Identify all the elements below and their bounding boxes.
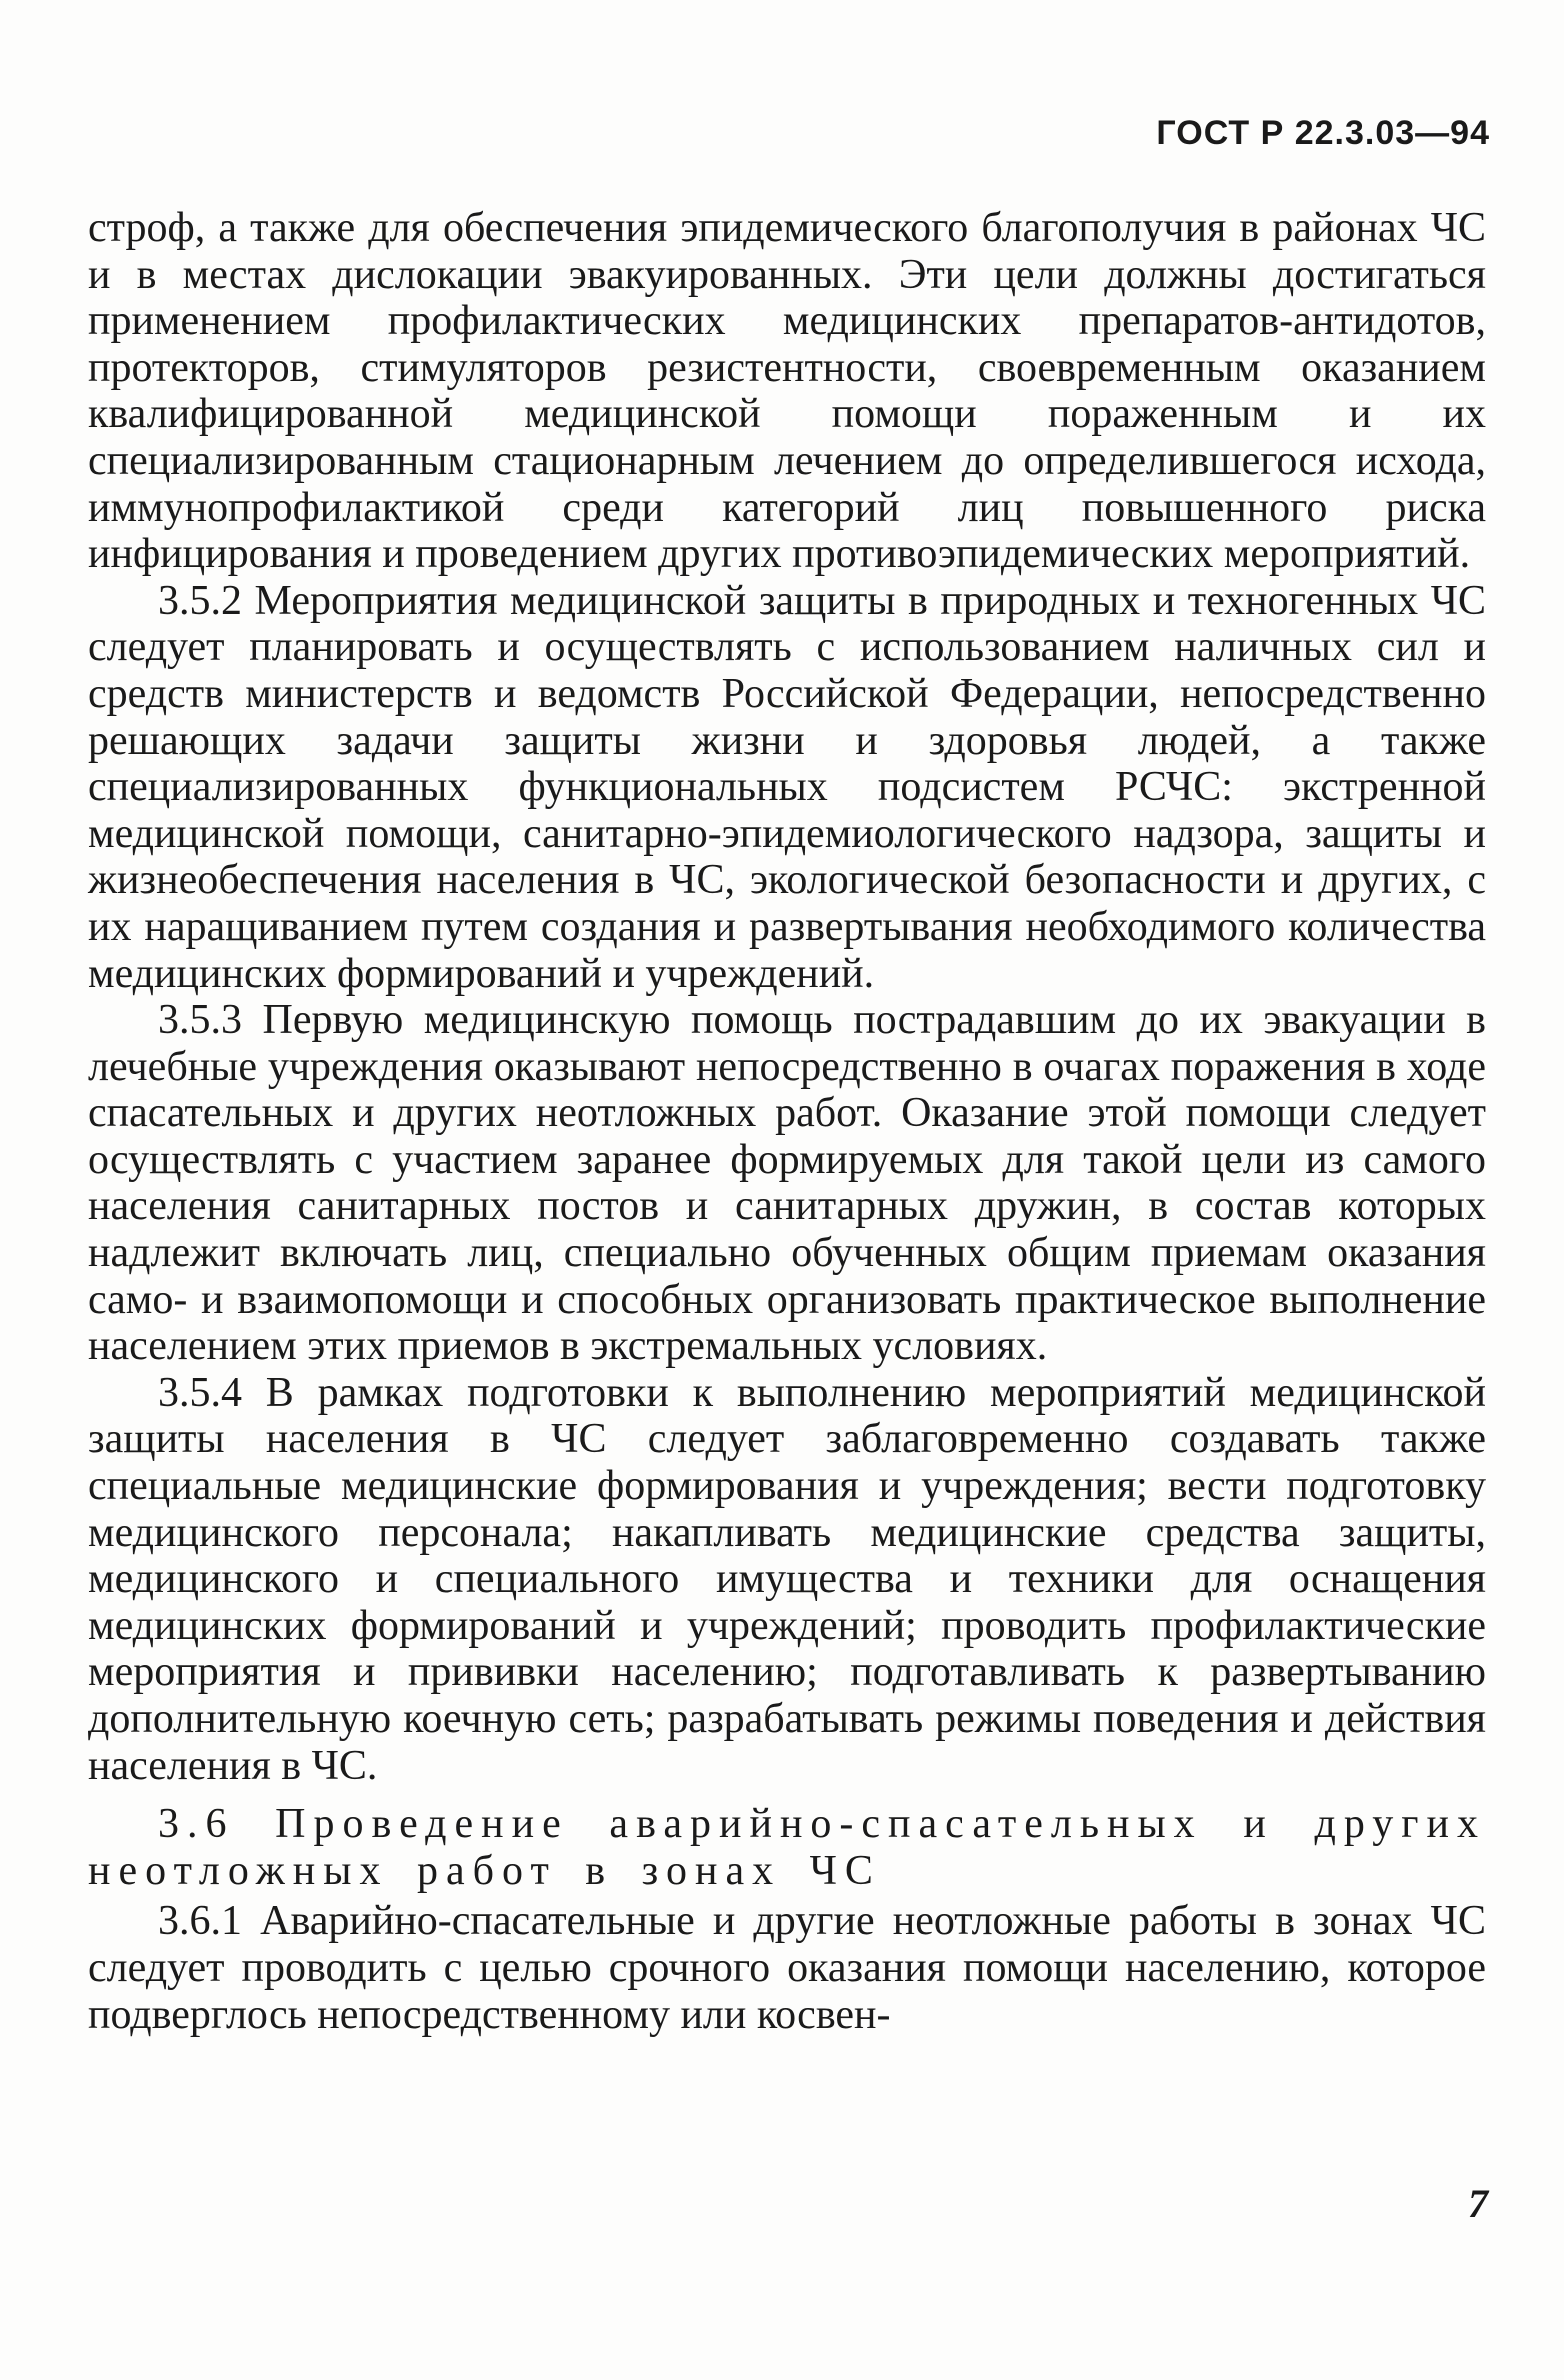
paragraph-3-5-2: 3.5.2 Мероприятия медицинской защиты в природных и техногенных ЧС следует планировать и осуществлять с использованием наличных сил и средств министерств и ведомств Российской Федерации, непосредственно решающих задачи защиты жизни и здоровья людей, а также специализированных функциональных подсистем РСЧС: экстренной медицинской помощи, санитарно-эпидемиологического надзора, защиты и жизнеобеспечения населения в ЧС, экологической безопасности и других, с их наращиванием путем создания и развертывания необходимого количества медицинских формирований и учреждений. xyxy=(88,577,1486,997)
standard-code-header: ГОСТ Р 22.3.03—94 xyxy=(1156,114,1490,152)
section-heading-3-6: 3.6 Проведение аварийно-спасательных и других неотложных работ в зонах ЧС xyxy=(88,1801,1486,1894)
paragraph-3-5-3: 3.5.3 Первую медицинскую помощь пострадавшим до их эвакуации в лечебные учреждения оказывают непосредственно в очагах поражения в ходе спасательных и других неотложных работ. Оказание этой помощи следует осуществлять с участием заранее формируемых для такой цели из самого населения санитарных постов и санитарных дружин, в состав которых надлежит включать лиц, специально обученных общим приемам оказания само- и взаимопомощи и способных организовать практическое выполнение населением этих приемов в экстремальных условиях. xyxy=(88,997,1486,1370)
paragraph-continued: строф, а также для обеспечения эпидемического благополучия в районах ЧС и в местах дислокации эвакуированных. Эти цели должны достигаться применением профилактических медицинских препаратов-антидотов, протекторов, стимуляторов резистентности, своевременным оказанием квалифицированной медицинской помощи пораженным и их специализированным стационарным лечением до определившегося исхода, иммунопрофилактикой среди категорий лиц повышенного риска инфицирования и проведением других противоэпидемических мероприятий. xyxy=(88,205,1486,578)
paragraph-3-5-4: 3.5.4 В рамках подготовки к выполнению мероприятий медицинской защиты населения в ЧС следует заблаговременно создавать также специальные медицинские формирования и учреждения; вести подготовку медицинского персонала; накапливать медицинские средства защиты, медицинского и специального имущества и техники для оснащения медицинских формирований и учреждений; проводить профилактические мероприятия и прививки населению; подготавливать к развертыванию дополнительную коечную сеть; разрабатывать режимы поведения и действия населения в ЧС. xyxy=(88,1369,1486,1789)
document-body xyxy=(88,205,1486,2038)
paragraph-3-6-1: 3.6.1 Аварийно-спасательные и другие неотложные работы в зонах ЧС следует проводить с целью срочного оказания помощи населению, которое подверглось непосредственному или косвен- xyxy=(88,1898,1486,2038)
page-number: 7 xyxy=(1468,2181,1488,2226)
